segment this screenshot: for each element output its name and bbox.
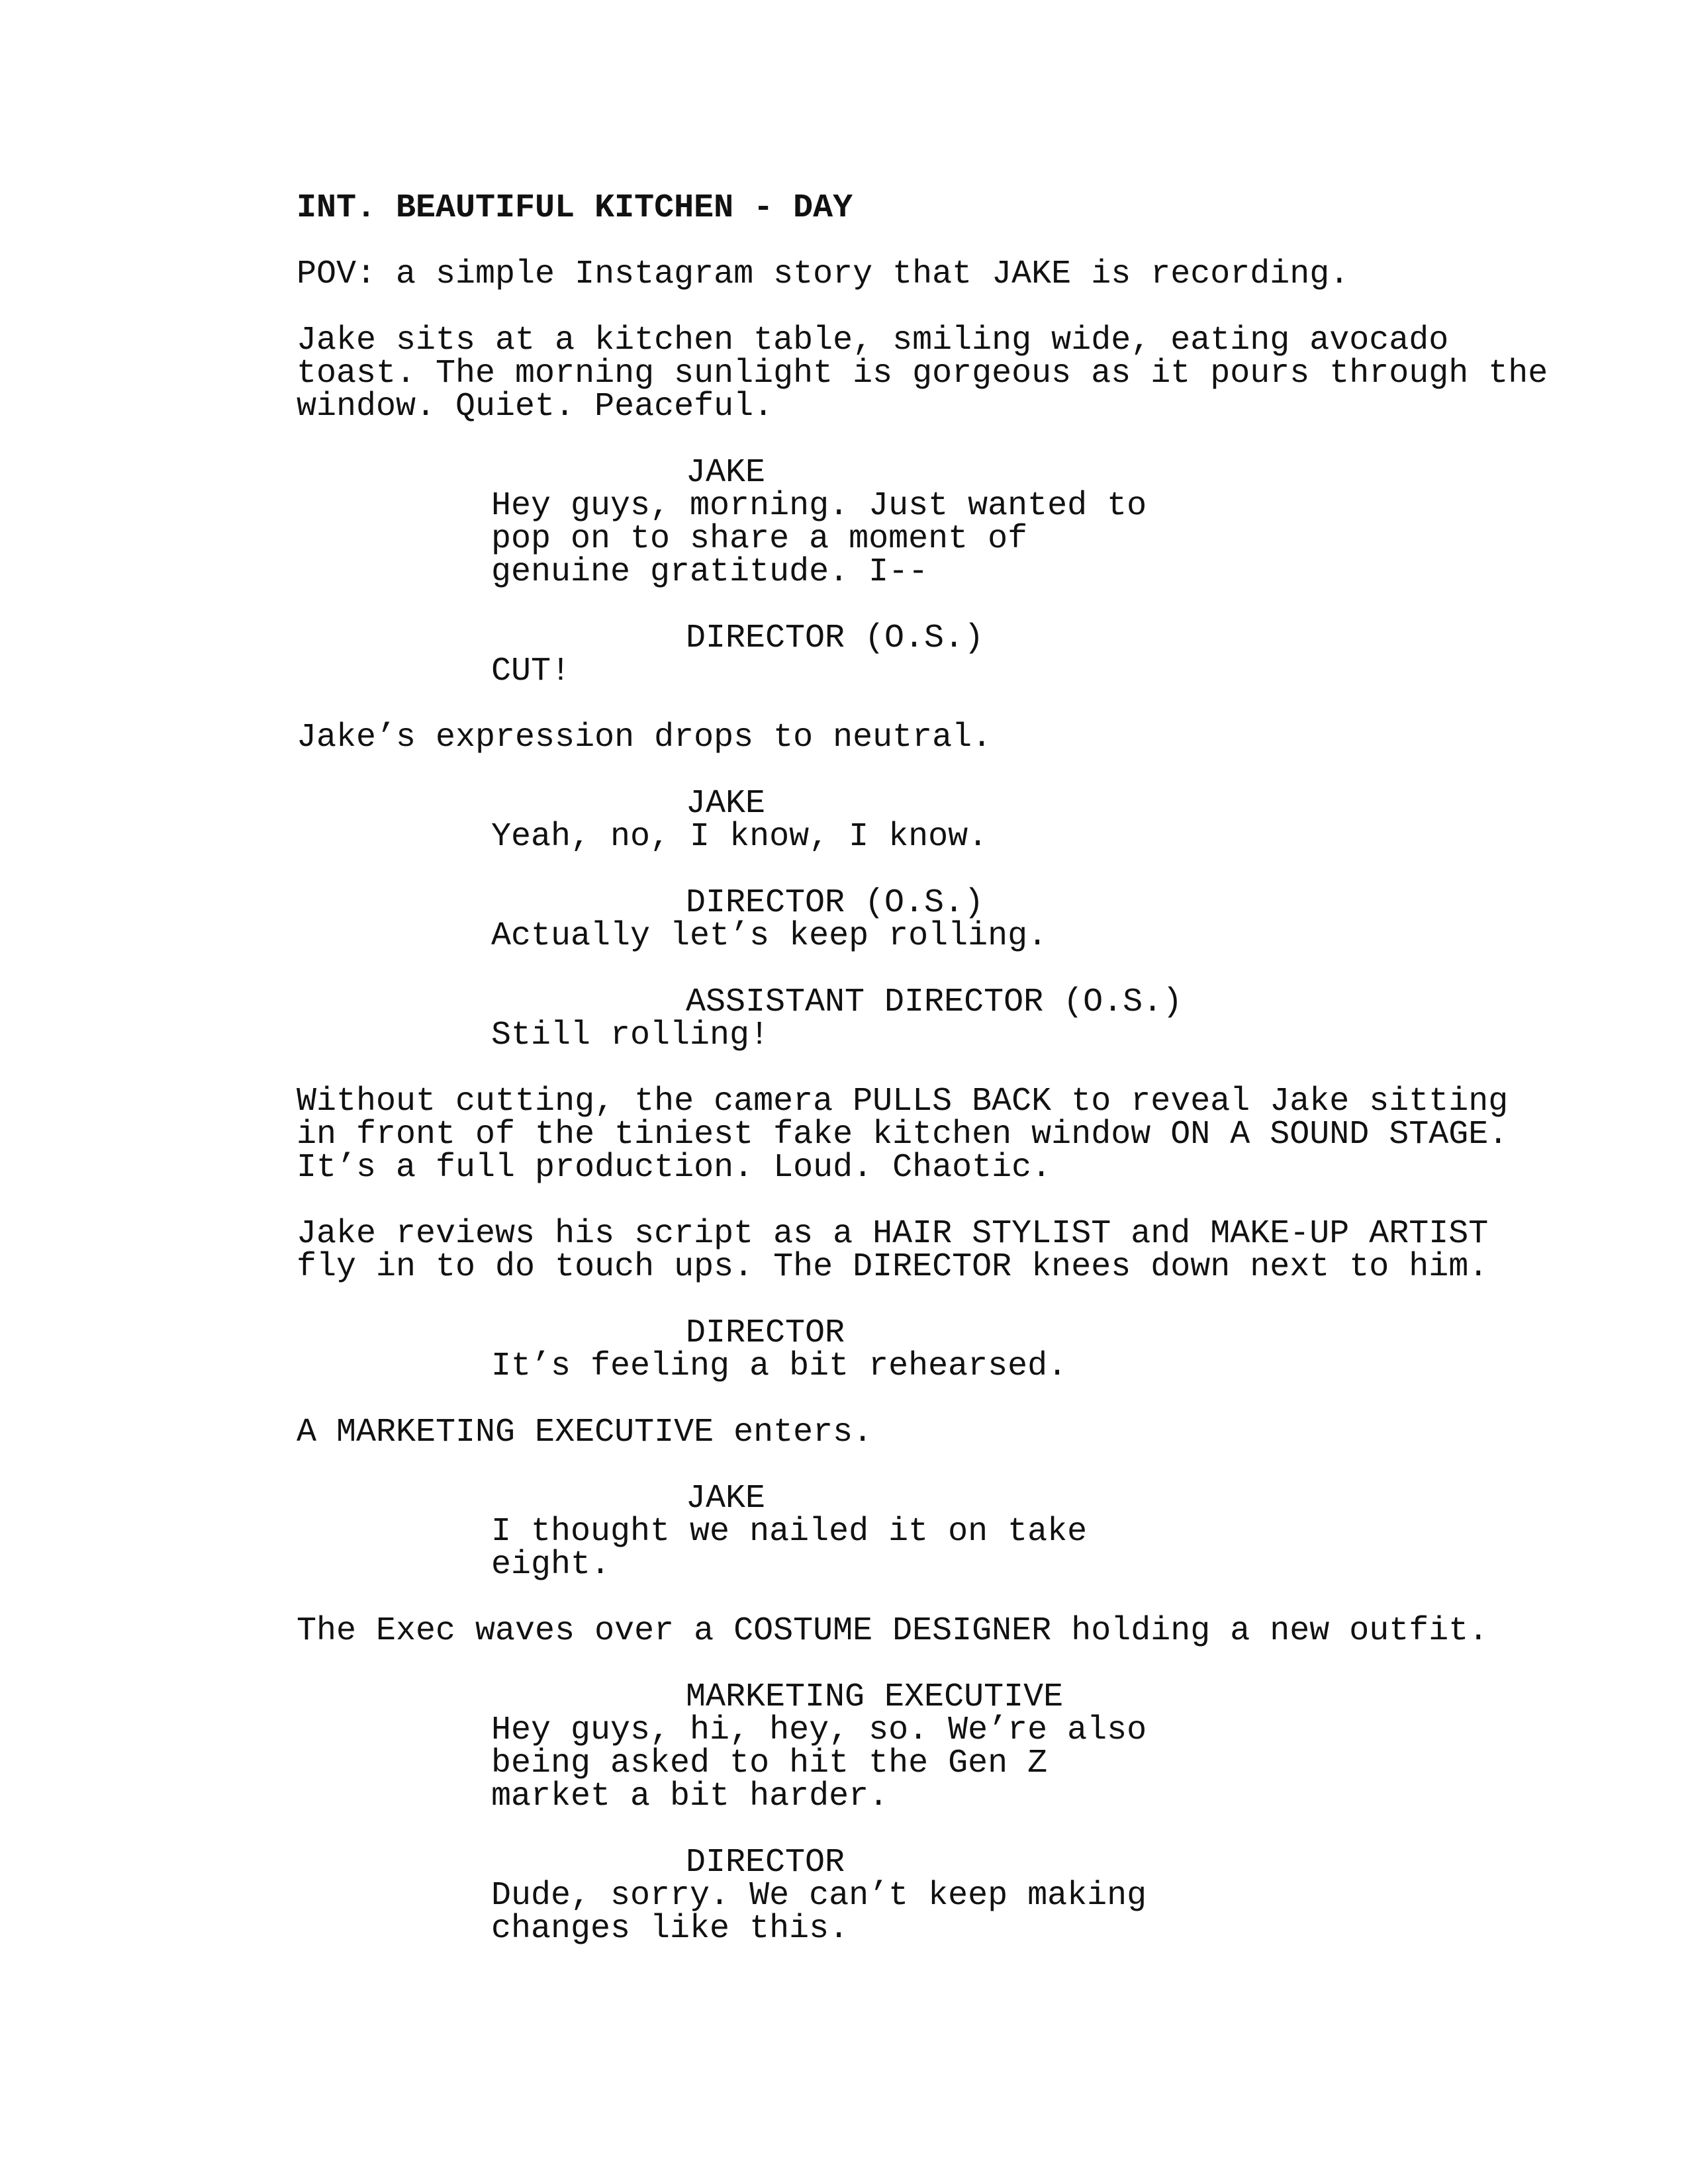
action-line: The Exec waves over a COSTUME DESIGNER holding a new outfit. — [297, 1612, 1489, 1650]
dialogue-line: Yeah, no, I know, I know. — [491, 818, 988, 856]
dialogue-line: changes like this. — [491, 1910, 849, 1948]
scene-heading: INT. BEAUTIFUL KITCHEN - DAY — [297, 189, 853, 227]
dialogue-line: It’s feeling a bit rehearsed. — [491, 1347, 1068, 1385]
action-line: A MARKETING EXECUTIVE enters. — [297, 1414, 873, 1451]
dialogue-line: CUT! — [491, 653, 571, 690]
action-line: Jake sits at a kitchen table, smiling wide, eating avocado — [297, 322, 1449, 359]
dialogue-line: genuine gratitude. I-- — [491, 553, 929, 591]
dialogue-line: eight. — [491, 1546, 611, 1584]
action-line: Jake’s expression drops to neutral. — [297, 719, 992, 756]
action-line: toast. The morning sunlight is gorgeous as it pours through the — [297, 355, 1548, 392]
dialogue-line: market a bit harder. — [491, 1778, 889, 1815]
action-line: It’s a full production. Loud. Chaotic. — [297, 1149, 1052, 1187]
character-cue: DIRECTOR (O.S.) — [686, 884, 984, 922]
action-line: POV: a simple Instagram story that JAKE is recording. — [297, 255, 1350, 293]
action-line: Without cutting, the camera PULLS BACK to reveal Jake sitting — [297, 1083, 1509, 1120]
dialogue-line: being asked to hit the Gen Z — [491, 1745, 1048, 1782]
action-line: Jake reviews his script as a HAIR STYLIST and MAKE-UP ARTIST — [297, 1215, 1489, 1253]
dialogue-line: I thought we nailed it on take — [491, 1513, 1088, 1551]
character-cue: MARKETING EXECUTIVE — [686, 1678, 1064, 1716]
dialogue-line: Hey guys, hi, hey, so. We’re also — [491, 1711, 1147, 1749]
dialogue-line: Actually let’s keep rolling. — [491, 917, 1048, 955]
character-cue: DIRECTOR (O.S.) — [686, 619, 984, 657]
character-cue: JAKE — [686, 785, 766, 823]
action-line: in front of the tiniest fake kitchen window ON A SOUND STAGE. — [297, 1116, 1509, 1154]
screenplay-body — [297, 189, 1554, 1948]
character-cue: DIRECTOR — [686, 1844, 845, 1882]
character-cue: JAKE — [686, 1480, 766, 1518]
dialogue-line: pop on to share a moment of — [491, 520, 1028, 558]
character-cue: ASSISTANT DIRECTOR (O.S.) — [686, 983, 1183, 1021]
character-cue: JAKE — [686, 454, 766, 492]
dialogue-line: Still rolling! — [491, 1017, 770, 1054]
action-line: fly in to do touch ups. The DIRECTOR knees down next to him. — [297, 1248, 1489, 1286]
action-line: window. Quiet. Peaceful. — [297, 388, 774, 426]
character-cue: DIRECTOR — [686, 1314, 845, 1352]
dialogue-line: Dude, sorry. We can’t keep making — [491, 1877, 1147, 1915]
dialogue-line: Hey guys, morning. Just wanted to — [491, 487, 1147, 525]
